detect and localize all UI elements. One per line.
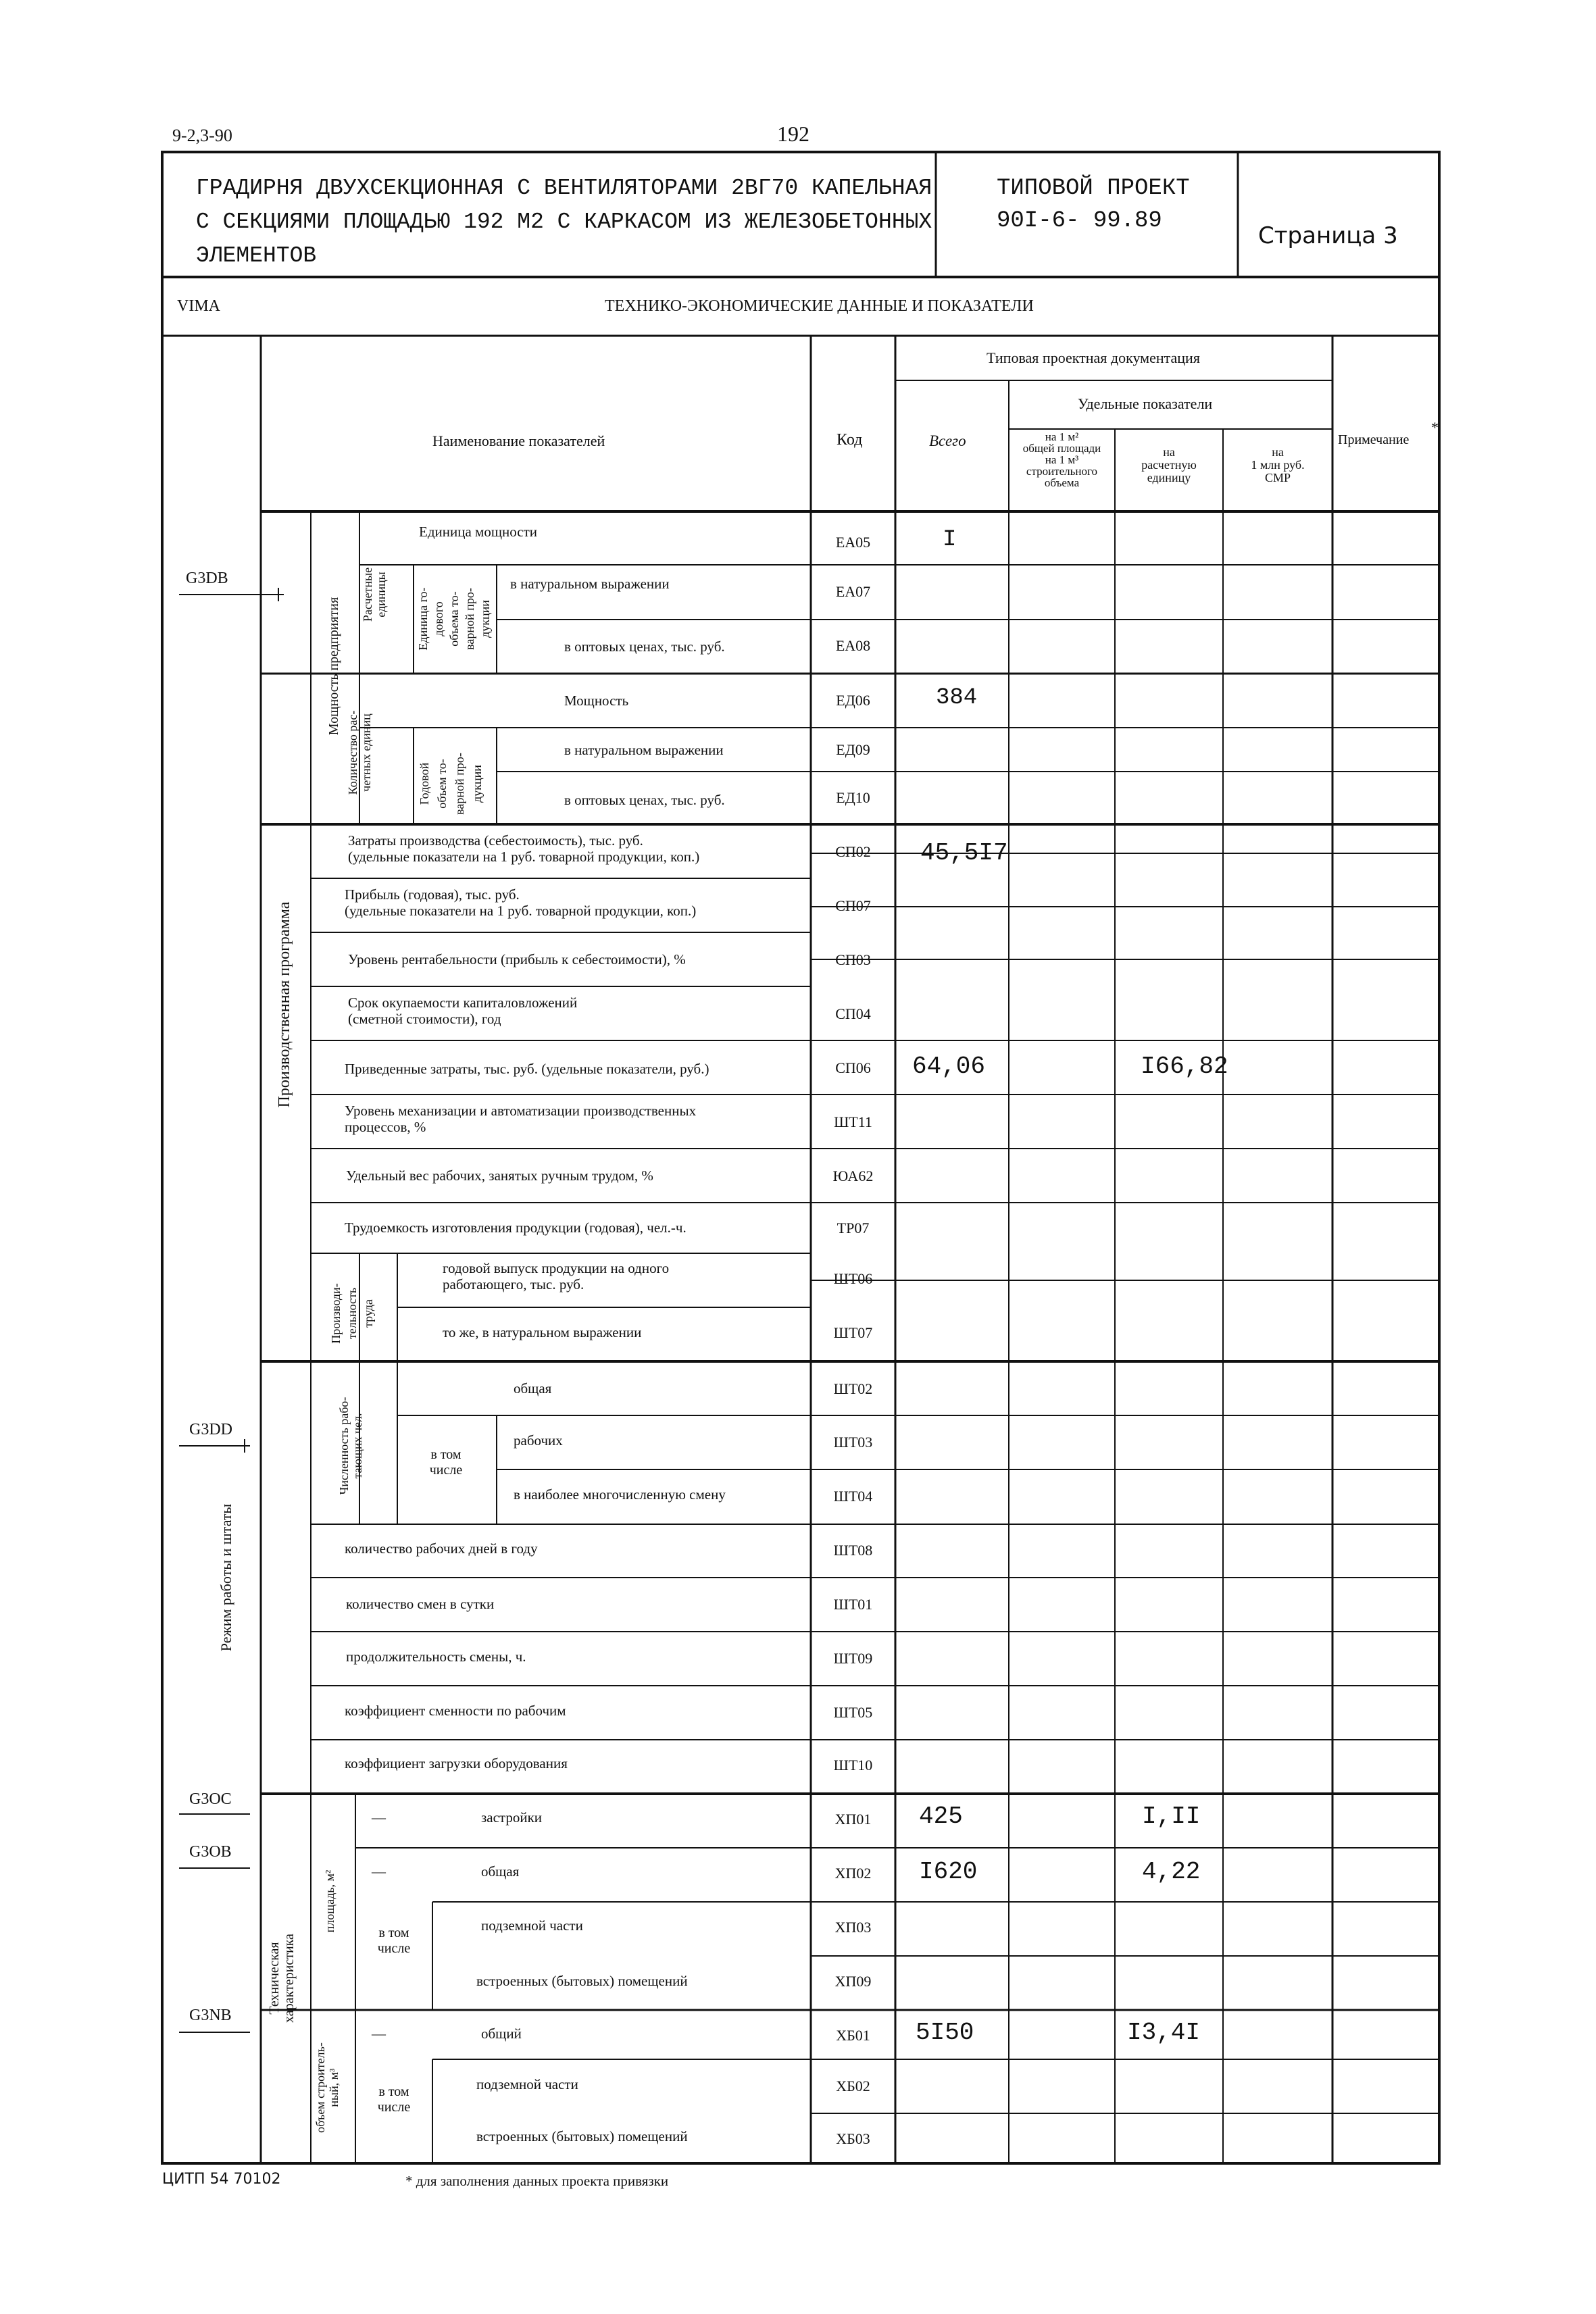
row-name-sp04: Срок окупаемости капиталовложений (сметной стоимости), год bbox=[348, 995, 578, 1028]
vlabel-capacity: Мощность предприятия bbox=[326, 597, 341, 736]
footer-stamp: ЦИТП 54 70102 bbox=[162, 2171, 281, 2188]
vlabel-volume: объем строитель- ный, м³ bbox=[314, 2042, 341, 2133]
value-sp06-total: 64,06 bbox=[912, 1053, 986, 1080]
value-ea05-total: I bbox=[943, 527, 957, 553]
code-sht01: ШТ01 bbox=[833, 1596, 873, 1613]
row-name-xp09: встроенных (бытовых) помещений bbox=[476, 1973, 688, 1989]
section-title: ТЕХНИКО-ЭКОНОМИЧЕСКИЕ ДАННЫЕ И ПОКАЗАТЕЛИ bbox=[605, 297, 1034, 315]
code-xp09: ХП09 bbox=[834, 1973, 872, 1990]
value-xb01-total: 5I50 bbox=[916, 2019, 974, 2046]
project-number: 90I-6- 99.89 bbox=[997, 208, 1162, 234]
value-xp01-total: 425 bbox=[919, 1803, 963, 1830]
col-header-total: Всего bbox=[929, 432, 966, 449]
code-xb03: ХБ03 bbox=[836, 2130, 870, 2147]
row-name-sht08: количество рабочих дней в году bbox=[345, 1540, 538, 1557]
code-sht05: ШТ05 bbox=[833, 1704, 873, 1721]
row-name-sht11: Уровень механизации и автоматизации производственных процессов, % bbox=[345, 1103, 697, 1136]
code-sht03: ШТ03 bbox=[833, 1434, 873, 1451]
side-code-g3ob: G3OB bbox=[189, 1843, 232, 1861]
value-sp02-total: 45,5I7 bbox=[920, 839, 1008, 867]
row-name-ua62: Удельный вес рабочих, занятых ручным трудом, % bbox=[346, 1167, 653, 1184]
row-dash-xb01: — bbox=[372, 2026, 386, 2042]
page-label: Страница 3 bbox=[1258, 222, 1398, 249]
col-header-per-mln: на 1 млн руб. СМР bbox=[1251, 445, 1305, 484]
row-name-ed06: Мощность bbox=[564, 693, 629, 709]
page-number: 192 bbox=[777, 122, 809, 146]
code-ea08: ЕА08 bbox=[835, 637, 871, 654]
code-sp02: СП02 bbox=[835, 843, 871, 860]
side-code-g3db: G3DB bbox=[186, 570, 228, 587]
row-name-ed09: в натуральном выражении bbox=[564, 742, 724, 758]
project-label: ТИПОВОЙ ПРОЕКТ bbox=[997, 176, 1190, 201]
value-xp02-per-unit: 4,22 bbox=[1142, 1858, 1201, 1886]
side-code-g3dd: G3DD bbox=[189, 1421, 232, 1438]
value-ed06-total: 384 bbox=[936, 685, 978, 711]
row-name-sht01: количество смен в сутки bbox=[346, 1596, 495, 1612]
value-xp01-per-unit: I,II bbox=[1142, 1803, 1201, 1830]
col-header-note: Примечание bbox=[1338, 432, 1410, 447]
row-name-sp02: Затраты производства (себестоимость), тыс. руб. (удельные показатели на 1 руб. товарной продукции, коп.) bbox=[348, 832, 700, 865]
code-sht08: ШТ08 bbox=[833, 1542, 873, 1559]
note-asterisk: * bbox=[1431, 419, 1439, 436]
code-sht04: ШТ04 bbox=[833, 1488, 873, 1505]
code-sht07: ШТ07 bbox=[833, 1324, 873, 1341]
vlabel-regime: Режим работы и штаты bbox=[218, 1503, 234, 1652]
row-name-sht02: общая bbox=[514, 1380, 552, 1397]
row-name-ea05: Единица мощности bbox=[419, 524, 537, 540]
row-name-xp02: общая bbox=[481, 1863, 520, 1880]
vlabel-annual-volume: Годовой объем то- варной про- дукции bbox=[418, 753, 484, 815]
code-ea05: ЕА05 bbox=[835, 534, 871, 551]
row-name-incl-area: в том числе bbox=[377, 1926, 411, 1956]
row-name-xb03: встроенных (бытовых) помещений bbox=[476, 2128, 688, 2144]
code-sht06: ШТ06 bbox=[833, 1270, 873, 1287]
row-name-incl-headcount: в том числе bbox=[429, 1447, 463, 1478]
side-code-g3oc: G3OC bbox=[189, 1790, 232, 1808]
row-name-ed10: в оптовых ценах, тыс. руб. bbox=[564, 792, 725, 808]
code-sht11: ШТ11 bbox=[834, 1113, 872, 1130]
col-header-typical: Типовая проектная документация bbox=[987, 349, 1200, 366]
side-code-g3nb: G3NB bbox=[189, 2007, 232, 2024]
row-name-sp07: Прибыль (годовая), тыс. руб. (удельные показатели на 1 руб. товарной продукции, коп.) bbox=[345, 886, 697, 920]
footer-note: * для заполнения данных проекта привязки bbox=[405, 2173, 669, 2189]
code-sp04: СП04 bbox=[835, 1005, 871, 1022]
vlabel-unit-volume: Единица го- дового объема то- варной про- дукции bbox=[416, 587, 492, 651]
code-tr07: ТР07 bbox=[837, 1219, 870, 1236]
code-xp01: ХП01 bbox=[834, 1811, 872, 1828]
row-name-tr07: Трудоемкость изготовления продукции (годовая), чел.-ч. bbox=[345, 1219, 687, 1236]
row-name-sp03: Уровень рентабельности (прибыль к себестоимости), % bbox=[348, 951, 686, 967]
row-name-xb02: подземной части bbox=[476, 2076, 578, 2092]
row-name-sht04: в наиболее многочисленную смену bbox=[514, 1486, 726, 1503]
value-sp06-per-unit: I66,82 bbox=[1141, 1053, 1228, 1080]
col-header-specific: Удельные показатели bbox=[1078, 395, 1213, 412]
row-name-sht07: то же, в натуральном выражении bbox=[443, 1324, 642, 1340]
code-xp02: ХП02 bbox=[834, 1865, 872, 1882]
col-header-code: Код bbox=[837, 431, 863, 449]
row-name-sht06: годовой выпуск продукции на одного работающего, тыс. руб. bbox=[443, 1260, 670, 1293]
col-header-name: Наименование показателей bbox=[432, 432, 605, 449]
row-name-sht10: коэффициент загрузки оборудования bbox=[345, 1755, 568, 1771]
code-xp03: ХП03 bbox=[834, 1919, 872, 1936]
section-code: VIMA bbox=[177, 297, 220, 315]
vlabel-count-units: Количество рас- четных единиц bbox=[346, 710, 373, 795]
row-name-xb01: общий bbox=[481, 2026, 522, 2042]
row-name-ea08: в оптовых ценах, тыс. руб. bbox=[564, 638, 725, 655]
code-xb02: ХБ02 bbox=[836, 2078, 870, 2094]
vlabel-technical: Техническая характеристика bbox=[267, 1934, 297, 2023]
code-sp06: СП06 bbox=[835, 1059, 871, 1076]
row-name-xp01: застройки bbox=[481, 1809, 543, 1826]
vlabel-headcount: Численность рабо- тающих чел. bbox=[337, 1397, 364, 1495]
code-ea07: ЕА07 bbox=[835, 583, 871, 600]
row-dash-xp01: — bbox=[372, 1809, 386, 1826]
title-line-3: ЭЛЕМЕНТОВ bbox=[196, 243, 317, 268]
row-name-ea07: в натуральном выражении bbox=[510, 576, 670, 592]
vlabel-labor-productivity: Производи- тельность труда bbox=[329, 1283, 375, 1344]
row-name-sht03: рабочих bbox=[514, 1432, 563, 1449]
vlabel-area: площадь, м² bbox=[323, 1869, 336, 1933]
row-name-xp03: подземной части bbox=[481, 1917, 583, 1934]
code-ed09: ЕД09 bbox=[836, 741, 870, 758]
code-sht10: ШТ10 bbox=[833, 1757, 873, 1774]
value-xp02-total: I620 bbox=[919, 1858, 978, 1886]
code-ed06: ЕД06 bbox=[836, 692, 870, 709]
code-sp07: СП07 bbox=[835, 897, 871, 914]
code-sht02: ШТ02 bbox=[833, 1380, 873, 1397]
row-dash-xp02: — bbox=[372, 1863, 386, 1880]
code-ed10: ЕД10 bbox=[836, 789, 870, 806]
code-sht09: ШТ09 bbox=[833, 1650, 873, 1667]
title-line-2: С СЕКЦИЯМИ ПЛОЩАДЬЮ 192 М2 С КАРКАСОМ ИЗ ЖЕЛЕЗОБЕТОННЫХ bbox=[196, 209, 932, 234]
row-name-sht09: продолжительность смены, ч. bbox=[346, 1649, 526, 1665]
vlabel-calc-units: Расчетные единицы bbox=[361, 567, 388, 622]
row-name-sht05: коэффициент сменности по рабочим bbox=[345, 1703, 566, 1719]
row-name-incl-volume: в том числе bbox=[377, 2084, 411, 2115]
vlabel-prod-program: Производственная программа bbox=[276, 901, 293, 1108]
row-name-sp06: Приведенные затраты, тыс. руб. (удельные показатели, руб.) bbox=[345, 1061, 709, 1077]
title-line-1: ГРАДИРНЯ ДВУХСЕКЦИОННАЯ С ВЕНТИЛЯТОРАМИ 2ВГ70 КАПЕЛЬНАЯ bbox=[196, 176, 932, 201]
value-xb01-per-unit: I3,4I bbox=[1127, 2019, 1201, 2046]
doc-code: 9-2,3-90 bbox=[172, 126, 232, 145]
code-xb01: ХБ01 bbox=[836, 2027, 870, 2044]
code-ua62: ЮА62 bbox=[832, 1167, 874, 1184]
col-header-per-unit: на расчетную единицу bbox=[1141, 445, 1197, 484]
col-header-per-m2: на 1 м² общей площади на 1 м³ строительного объема bbox=[1022, 430, 1101, 489]
code-sp03: СП03 bbox=[835, 951, 871, 968]
